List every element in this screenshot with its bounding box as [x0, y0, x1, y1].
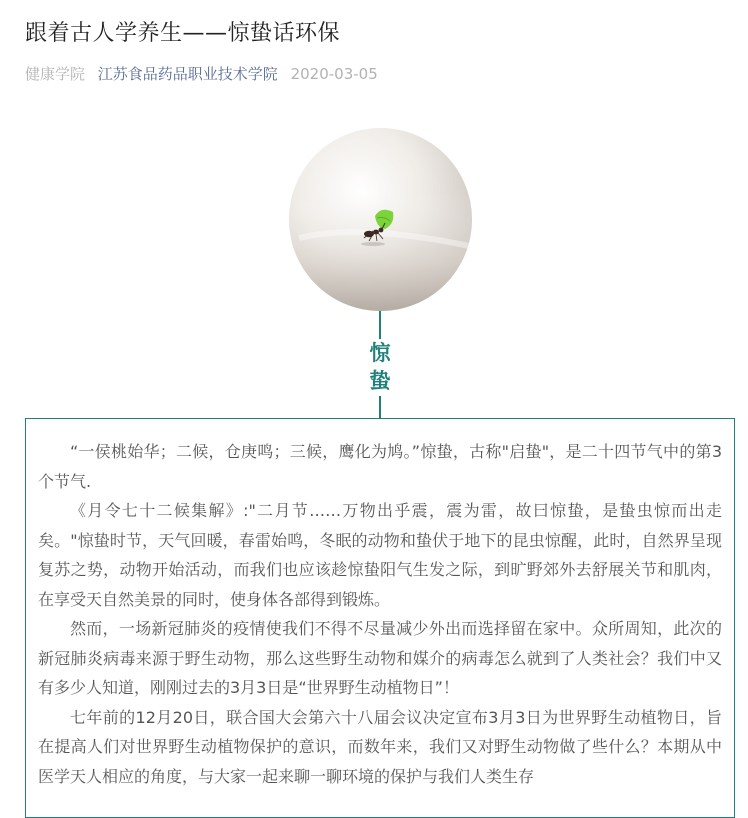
connector-line-bottom: [379, 396, 381, 419]
article-title: 跟着古人学养生——惊蛰话环保: [25, 21, 341, 46]
paragraph-1: “一侯桃始华；二候，仓庚鸣；三候，鹰化为鸠。”惊蛰，古称"启蛰"，是二十四节气中的第3个节气.: [38, 442, 722, 491]
content-box: [25, 418, 735, 818]
section-heading: [362, 339, 398, 395]
paragraph-4: 七年前的12月20日，联合国大会第六十八届会议决定宣布3月3日为世界野生动植物日，旨在提高人们对世界野生动植物保护的意识，而数年来，我们又对野生动物做了些什么？本期从中医学天人相应的角度，与大家一起来聊一聊环境的保护与我们人类生存: [38, 707, 722, 786]
article-meta: [25, 63, 378, 85]
article-author: 健康学院: [25, 65, 86, 83]
heading-char-1: 惊: [369, 341, 391, 365]
account-name-link[interactable]: 江苏食品药品职业技术学院: [97, 65, 278, 83]
heading-char-2: 蛰: [369, 369, 391, 393]
connector-line-top: [379, 311, 381, 339]
publish-date: 2020-03-05: [290, 65, 378, 83]
ant-leaf-photo: [289, 128, 472, 311]
paragraph-2: 《月令七十二候集解》:"二月节……万物出乎震，震为雷，故曰惊蛰，是蛰虫惊而出走矣。"惊蛰时节，天气回暖，春雷始鸣，冬眠的动物和蛰伏于地下的昆虫惊醒，此时，自然界呈现复苏之势，动物开始活动，而我们也应该趁惊蛰阳气生发之际，到旷野郊外去舒展关节和肌肉，在享受天自然美景的同时，使身体各部得到锻炼。: [38, 501, 722, 609]
paragraph-3: 然而，一场新冠肺炎的疫情使我们不得不尽量减少外出而选择留在家中。众所周知，此次的新冠肺炎病毒来源于野生动物，那么这些野生动物和媒介的病毒怎么就到了人类社会？我们中又有多少人知道，刚刚过去的3月3日是“世界野生动植物日”！: [38, 619, 722, 697]
